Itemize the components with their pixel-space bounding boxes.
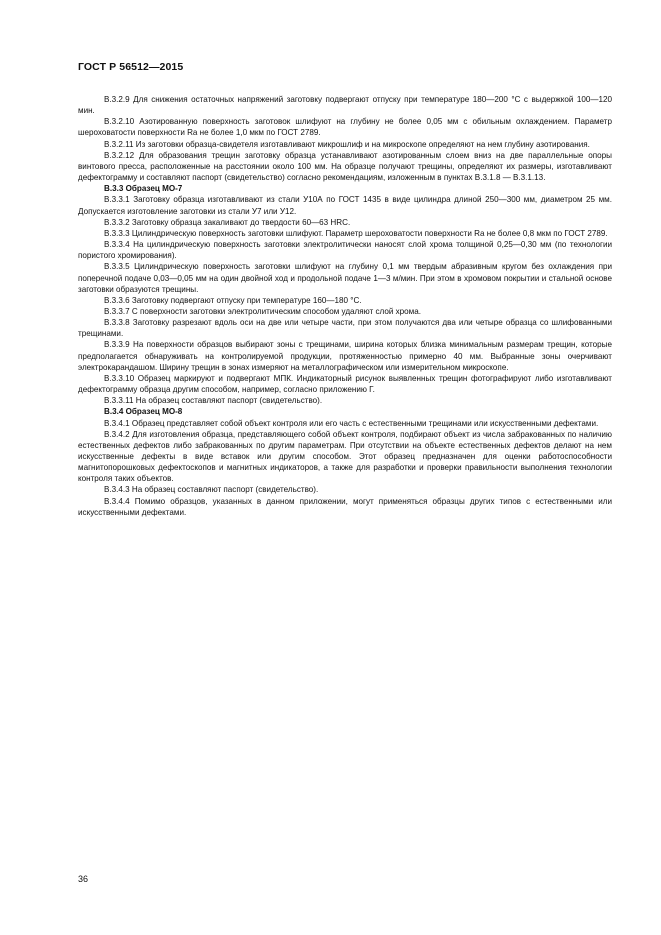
paragraph-b-3-3-10: В.3.3.10 Образец маркируют и подвергают МПК. Индикаторный рисунок выявленных трещин фотографируют либо изготавливают дефектограмму образца другим способом, например, согласно приложению Г. (78, 373, 612, 395)
document-header: ГОСТ Р 56512—2015 (78, 61, 184, 73)
section-heading-mo-7: В.3.3 Образец МО-7 (104, 184, 183, 194)
paragraph-b-3-3-4: В.3.3.4 На цилиндрическую поверхность заготовки электролитически наносят слой хрома толщиной 0,25—0,30 мм (по технологии пористого хромирования). (78, 240, 612, 261)
page-number: 36 (78, 874, 89, 884)
paragraph-b-3-3-11: В.3.3.11 На образец составляют паспорт (свидетельство). (104, 396, 323, 406)
document-body (78, 94, 612, 518)
paragraph-b-3-2-12: В.3.2.12 Для образования трещин заготовку образца устанавливают азотированным слоем вниз на две параллельные опоры винтового пресса, расположенные на расстоянии около 100 мм. На образце получают трещины, определяют их размеры, изготавливают дефектограмму и составляют паспорт (свидетельство) согласно рекомендациям, изложенным в пунктах В.3.1.8 — В.3.1.13. (78, 150, 612, 183)
paragraph-b-3-4-2: В.3.4.2 Для изготовления образца, представляющего собой объект контроля, подбирают объект из числа забракованных по наличию естественных дефектов либо забракованных по другим параметрам. При отсутствии на объекте естественных дефектов делают на нем искусственные дефекты в виде вставок или другим способом. Этот образец предназначен для оценки работоспособности магнитопорошковых дефектоскопов и магнитных индикаторов, а также для разработки и проверки правильности выполнения технологии контроля таких объектов. (78, 429, 612, 484)
paragraph-b-3-3-7: В.3.3.7 С поверхности заготовки электролитическим способом удаляют слой хрома. (104, 306, 421, 316)
paragraph-b-3-2-10: В.3.2.10 Азотированную поверхность заготовок шлифуют на глубину не более 0,05 мм с обильным охлаждением. Параметр шероховатости поверхности Rа не более 1,0 мкм по ГОСТ 2789. (78, 117, 612, 138)
section-heading-mo-8: В.3.4 Образец МО-8 (104, 407, 183, 417)
paragraph-b-3-4-1: В.3.4.1 Образец представляет собой объект контроля или его часть с естественными трещинами или искусственными дефектами. (104, 418, 599, 428)
paragraph-b-3-2-9: В.3.2.9 Для снижения остаточных напряжений заготовку подвергают отпуску при температуре 180—200 °С с выдержкой 100—120 мин. (78, 95, 612, 116)
paragraph-b-3-3-3: В.3.3.3 Цилиндрическую поверхность заготовки шлифуют. Параметр шероховатости поверхности Rа не более 0,8 мкм по ГОСТ 2789. (104, 228, 608, 238)
paragraph-b-3-3-1: В.3.3.1 Заготовку образца изготавливают из стали У10А по ГОСТ 1435 в виде цилиндра длиной 250—300 мм, диаметром 25 мм. Допускается изготовление заготовки из стали У7 или У12. (78, 195, 612, 216)
paragraph-b-3-3-9: В.3.3.9 На поверхности образцов выбирают зоны с трещинами, ширина которых близка минимальным размерам трещин, которые предполагается обнаруживать на контролируемой продукции, протяженностью примерно 40 мм. Выбранные зоны очерчивают электрокарандашом. Ширину трещин в зонах измеряют на металлографическом или измерительном микроскопе. (78, 340, 612, 372)
paragraph-b-3-4-3: В.3.4.3 На образец составляют паспорт (свидетельство). (104, 485, 319, 495)
paragraph-b-3-4-4: В.3.4.4 Помимо образцов, указанных в данном приложении, могут применяться образцы других типов с естественными или искусственными дефектами. (78, 496, 612, 517)
paragraph-b-3-3-2: В.3.3.2 Заготовку образца закаливают до твердости 60—63 HRC. (104, 217, 351, 227)
paragraph-b-3-3-6: В.3.3.6 Заготовку подвергают отпуску при температуре 160—180 °С. (104, 295, 362, 305)
paragraph-b-3-3-8: В.3.3.8 Заготовку разрезают вдоль оси на две или четыре части, при этом получаются два или четыре образца со шлифованными трещинами. (78, 318, 612, 339)
paragraph-b-3-2-11: В.3.2.11 Из заготовки образца-свидетеля изготавливают микрошлиф и на микроскопе определяют на нем глубину азотирования. (104, 139, 590, 149)
paragraph-b-3-3-5: В.3.3.5 Цилиндрическую поверхность заготовки шлифуют на глубину 0,1 мм твердым абразивным кругом без охлаждения при поперечной подаче 0,03—0,05 мм на один двойной ход и продольной подаче 1—3 м/мин. При этом в хромовом покрытии и стальной основе заготовки образуются трещины. (78, 262, 612, 294)
